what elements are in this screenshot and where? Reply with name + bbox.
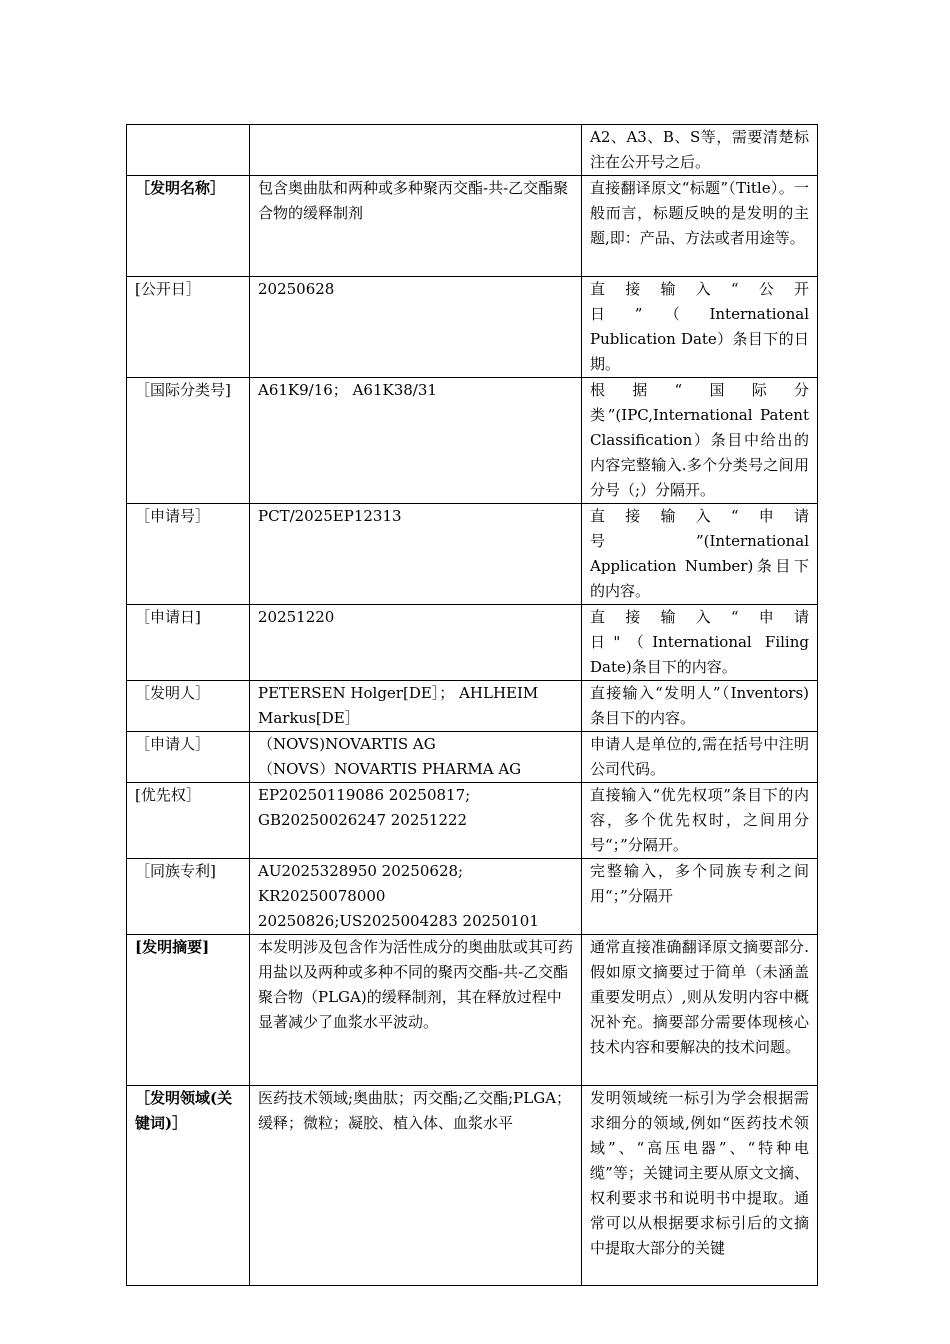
row-value: A61K9/16； A61K38/31 [250,378,582,504]
table-row [127,277,818,378]
row-label: ［申请日] [127,605,250,681]
table-row [127,681,818,732]
table-row [127,1086,818,1286]
row-note: 通常直接准确翻译原文摘要部分.假如原文摘要过于简单（未涵盖重要发明点）,则从发明内容中概况补充。摘要部分需要体现核心技术内容和要解决的技术问题。 [582,935,818,1086]
row-label: ［发明领域(关键词)］ [127,1086,250,1286]
row-note: 直接输入“公开日”（International Publication Date）条目下的日期。 [582,277,818,378]
row-note: 直接输入“申请日"（International Filing Date)条目下的内容。 [582,605,818,681]
row-value [250,125,582,176]
row-label: ［同族专利] [127,859,250,935]
table-row [127,125,818,176]
table-row [127,935,818,1086]
row-label: ［申请号］ [127,504,250,605]
row-label: ［申请人］ [127,732,250,783]
table-row [127,783,818,859]
table-row [127,859,818,935]
row-label: ［发明名称］ [127,176,250,277]
table-row [127,732,818,783]
row-value: 20251220 [250,605,582,681]
table-row [127,605,818,681]
row-note: 直接输入“发明人”（Inventors)条目下的内容。 [582,681,818,732]
row-value: 20250628 [250,277,582,378]
patent-info-table [126,124,818,1286]
row-note: A2、A3、B、S等，需要清楚标注在公开号之后。 [582,125,818,176]
row-value: （NOVS)NOVARTIS AG （NOVS）NOVARTIS PHARMA AG [250,732,582,783]
row-label: [优先权］ [127,783,250,859]
row-note: 直接输入“申请号”(International Application Number)条目下的内容。 [582,504,818,605]
row-label: ［发明人］ [127,681,250,732]
row-note: 直接翻译原文“标题”（Title）。一般而言，标题反映的是发明的主题,即：产品、方法或者用途等。 [582,176,818,277]
table-row [127,378,818,504]
row-value: 本发明涉及包含作为活性成分的奥曲肽或其可药用盐以及两种或多种不同的聚丙交酯-共-乙交酯聚合物（PLGA)的缓释制剂，其在释放过程中显著减少了血浆水平波动。 [250,935,582,1086]
row-note: 直接输入“优先权项”条目下的内容，多个优先权时，之间用分号“；”分隔开。 [582,783,818,859]
table-row [127,504,818,605]
row-note: 根据“国际分类”(IPC,International Patent Classification）条目中给出的内容完整输入.多个分类号之间用分号（;）分隔开。 [582,378,818,504]
row-value: 包含奥曲肽和两种或多种聚丙交酯-共-乙交酯聚合物的缓释制剂 [250,176,582,277]
row-value: 医药技术领域;奥曲肽；丙交酯;乙交酯;PLGA；缓释；微粒；凝胶、植入体、血浆水平 [250,1086,582,1286]
row-note: 完整输入，多个同族专利之间用“；”分隔开 [582,859,818,935]
row-label: [公开日］ [127,277,250,378]
row-value: PCT/2025EP12313 [250,504,582,605]
row-note: 发明领域统一标引为学会根据需求细分的领域,例如“医药技术领域”、“高压电器”、“特种电缆”等；关键词主要从原文文摘、权利要求书和说明书中提取。通常可以从根据要求标引后的文摘中提取大部分的关键 [582,1086,818,1286]
row-label: [发明摘要] [127,935,250,1086]
row-value: PETERSEN Holger[DE］； AHLHEIM Markus[DE］ [250,681,582,732]
row-label: ［国际分类号] [127,378,250,504]
row-value: EP20250119086 20250817; GB20250026247 20251222 [250,783,582,859]
table-row [127,176,818,277]
row-note: 申请人是单位的,需在括号中注明公司代码。 [582,732,818,783]
row-label [127,125,250,176]
row-value: AU2025328950 20250628; KR20250078000 20250826;US2025004283 20250101 [250,859,582,935]
